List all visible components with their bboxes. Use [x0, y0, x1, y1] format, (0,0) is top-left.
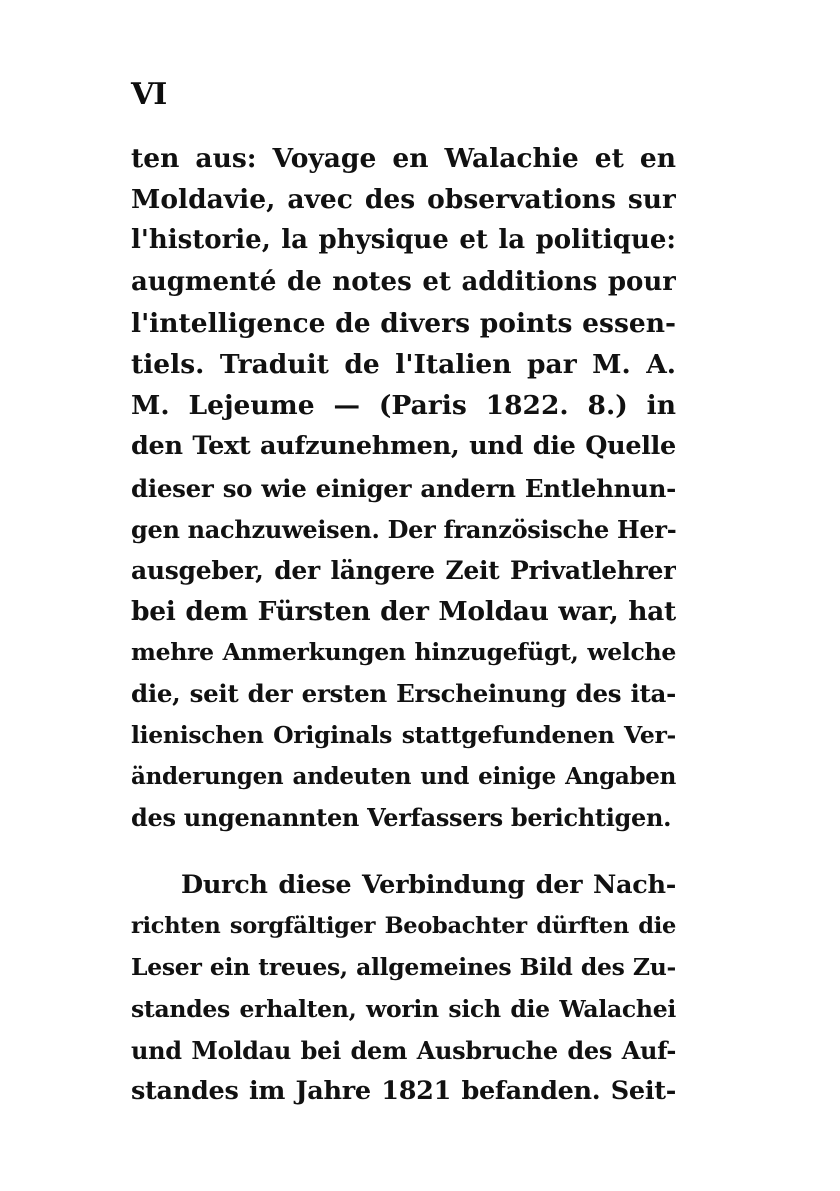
text-line: lienischen Originals stattgefundenen Ver- — [131, 720, 676, 749]
text-line: dieser so wie einiger andern Entlehnun- — [131, 473, 676, 503]
text-line: tiels. Traduit de l'Italien par M. A. — [131, 348, 676, 380]
text-line: augmenté de notes et additions pour — [131, 266, 676, 297]
text-line: mehre Anmerkungen hinzugefügt, welche — [131, 638, 676, 667]
text-line: standes erhalten, worin sich die Walachei — [131, 994, 676, 1023]
text-line: des ungenannten Verfassers berichtigen. — [131, 803, 672, 832]
text-line: bei dem Fürsten der Moldau war, hat — [131, 596, 676, 628]
text-line: ausgeber, der längere Zeit Privatlehrer — [131, 555, 676, 585]
text-line: änderungen andeuten und einige Angaben — [131, 762, 676, 790]
text-line: M. Lejeume — (Paris 1822. 8.) in — [131, 390, 676, 422]
page-number: VI — [131, 77, 167, 112]
text-line: gen nachzuweisen. Der französische Her- — [131, 514, 676, 544]
text-line: ten aus: Voyage en Walachie et en — [131, 143, 676, 174]
text-line: und Moldau bei dem Ausbruche des Auf- — [131, 1035, 676, 1065]
text-line: Moldavie, avec des observations sur — [131, 184, 676, 216]
text-line: den Text aufzunehmen, und die Quelle — [131, 431, 676, 462]
text-line: die, seit der ersten Erscheinung des ita- — [131, 679, 676, 709]
paragraph-1 — [131, 138, 676, 838]
text-line: l'historie, la physique et la politique: — [131, 225, 676, 256]
text-line: standes im Jahre 1821 befanden. Seit- — [131, 1075, 676, 1106]
paragraph-2 — [131, 865, 676, 1112]
text-line: richten sorgfältiger Beobachter dürften die — [131, 913, 676, 940]
text-line: Durch diese Verbindung der Nach- — [181, 870, 676, 900]
text-line: Leser ein treues, allgemeines Bild des Zu- — [131, 953, 676, 982]
text-line: l'intelligence de divers points essen- — [131, 307, 676, 339]
